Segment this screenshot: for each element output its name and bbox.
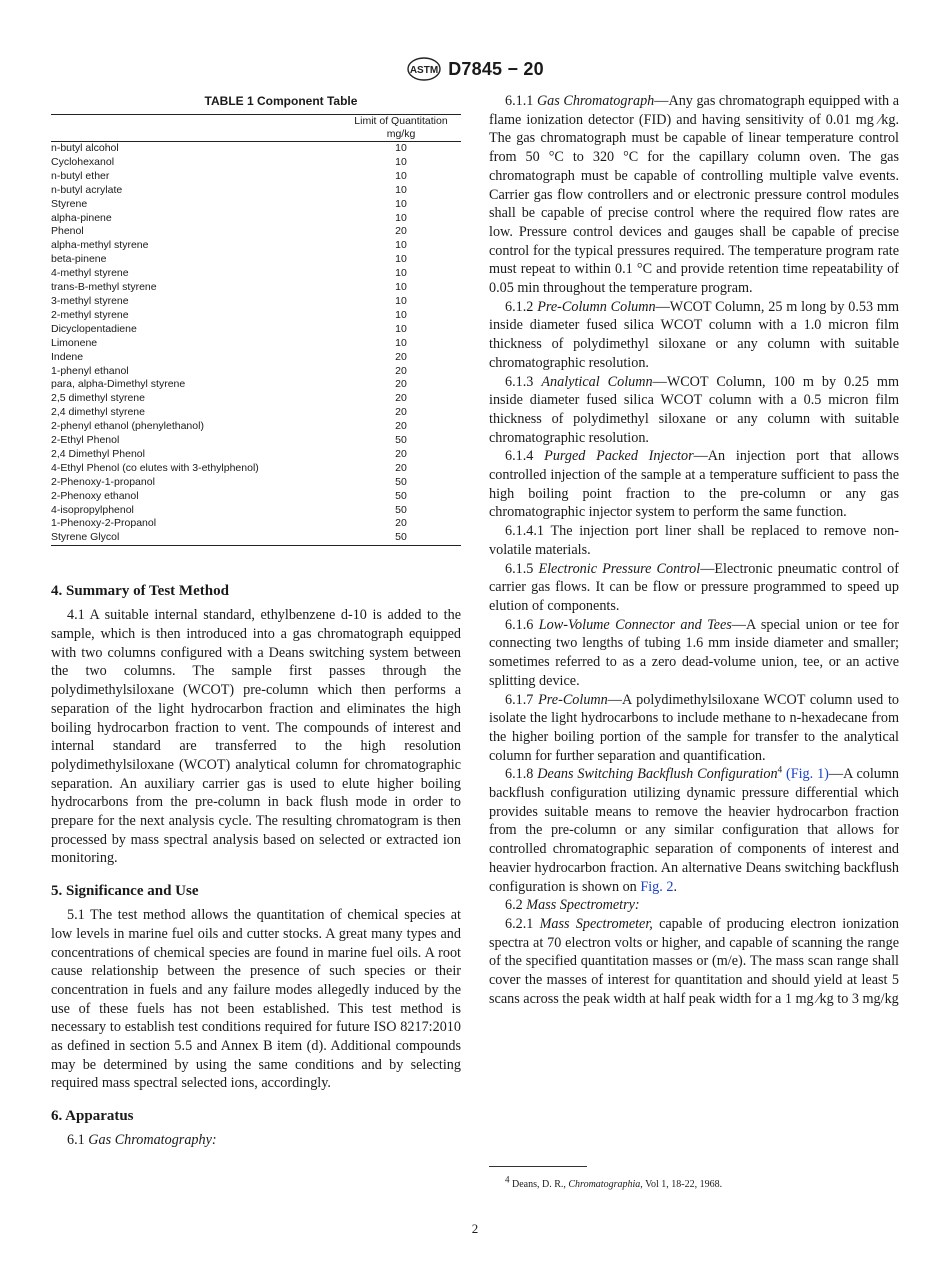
- limit-value: 10: [395, 294, 407, 307]
- footnote-ref-4[interactable]: 4: [777, 764, 783, 775]
- limit-value: 50: [395, 503, 407, 516]
- footnote-rule: [489, 1166, 587, 1167]
- component-name: Phenol: [51, 225, 84, 238]
- page-number: 2: [471, 1221, 479, 1236]
- section-6-heading: 6. Apparatus: [51, 1108, 134, 1125]
- paragraph-6-2: 6.2 Mass Spectrometry:: [505, 897, 640, 914]
- limit-value: 20: [395, 350, 407, 363]
- limit-value: 10: [395, 239, 407, 252]
- limit-value: 20: [395, 225, 407, 238]
- paragraph-6-1-7: 6.1.7 Pre-Column—A polydimethylsiloxane WCOT column used to isolate the light hydrocarbons to include methane to n-hexadecane from the higher boiling portion of the sample for transfer to the analytical column for further separation and quantification.: [489, 691, 899, 764]
- component-name: 2,4 Dimethyl Phenol: [51, 447, 145, 460]
- component-name: Styrene Glycol: [51, 531, 303, 545]
- paragraph-5-1: 5.1 The test method allows the quantitation of chemical species at low levels in marine fuel oils and cutter stocks. A great many types and concentrations of chemical species are found in marine fuel oils. A root cause relationship between the presence of such species or their concentration in fuels and any failure modes allegedly induced by the use of these fuels has not been established. This test method is necessary to establish test conditions required for future ISO 8217:2010 as defined in section 5.5 and Annex B item (d). Additional compounds may be determined by using the same conditions and by selecting required mass spectral selected ions, accordingly.: [51, 907, 461, 1092]
- limit-value: 50: [395, 489, 407, 502]
- table-row: [51, 378, 461, 392]
- table-row: [51, 212, 461, 226]
- limit-value: 10: [395, 197, 407, 210]
- component-name: Cyclohexanol: [51, 155, 115, 168]
- table-row: [51, 351, 461, 365]
- table-row: [51, 517, 461, 531]
- table-row: [51, 462, 461, 476]
- paragraph-6-2-1: 6.2.1 Mass Spectrometer, capable of producing electron ionization spectra at 70 electron volts or higher, and capable of scanning the range of the specified quantitation masses or (m/e). The mass scan range shall cover the masses of interest for quantitation and should yield at least 5 scans across the peak width at half peak width for a 1 mg ⁄kg to 3 mg/kg: [489, 915, 900, 1007]
- component-table: [51, 114, 461, 546]
- limit-value: 10: [395, 183, 407, 196]
- limit-value: 10: [395, 281, 407, 294]
- paragraph-6-1: 6.1 Gas Chromatography:: [67, 1132, 217, 1149]
- component-name: beta-pinene: [51, 253, 107, 266]
- component-table-body: [51, 142, 461, 546]
- limit-value: 20: [395, 406, 407, 419]
- table-row: [51, 295, 461, 309]
- limit-value: 10: [395, 322, 407, 335]
- component-name: 2-phenyl ethanol (phenylethanol): [51, 420, 204, 433]
- component-name: n-butyl alcohol: [51, 142, 119, 154]
- paragraph-4-1: 4.1 A suitable internal standard, ethylbenzene d-10 is added to the sample, which is then introduced into a gas chromatograph equipped with two columns configured with a Deans switching system between the two columns. The sample first passes through the polydimethylsiloxane (WCOT) pre-column which then performs a separation of the light hydrocarbon fraction and eliminates the high boiling hydrocarbon fraction to vent. The compounds of interest and internal standard are transferred to the high resolution polydimethylsiloxane (WCOT) analytical column for chromatographic separation. An auxiliary carrier gas is used to elute higher boiling hydrocarbons from the pre-column in back flush mode in order to prepare for the next analysis cycle. The resulting chromatogram is then processed by mass spectral analysis based on selected or extracted ion monitoring.: [51, 607, 461, 867]
- footnote-4: $^4$ Deans, D. R., Chromatographia, Vol 1, 18-22, 1968.: [505, 1174, 723, 1190]
- component-name: Styrene: [51, 197, 88, 210]
- svg-text:ASTM: ASTM: [410, 65, 439, 76]
- limit-value: 10: [395, 336, 407, 349]
- component-name: alpha-pinene: [51, 211, 112, 224]
- limit-value: 20: [395, 447, 407, 460]
- component-name: trans-B-methyl styrene: [51, 281, 157, 294]
- section-4-heading: 4. Summary of Test Method: [51, 583, 229, 600]
- paragraph-6-1-3: 6.1.3 Analytical Column—WCOT Column, 100 m by 0.25 mm inside diameter fused silica WCOT column with a 0.5 micron film thickness of polydimethyl siloxane or any column with suitable chromatographic resolution.: [489, 373, 899, 446]
- limit-value: 20: [395, 461, 407, 474]
- table-row: [51, 434, 461, 448]
- limit-value: 10: [395, 308, 407, 321]
- table-row: [51, 184, 461, 198]
- component-name: Dicyclopentadiene: [51, 322, 137, 335]
- paragraph-6-1-2: 6.1.2 Pre-Column Column—WCOT Column, 25 m long by 0.53 mm inside diameter fused silica WCOT column with a 1.0 micron film thickness of polydimethyl siloxane or any column with suitable chromatographic resolution.: [489, 298, 900, 371]
- component-name: 1-Phenoxy-2-Propanol: [51, 517, 157, 530]
- limit-value: 20: [395, 517, 407, 530]
- limit-value: 20: [395, 378, 407, 391]
- component-name: 2,5 dimethyl styrene: [51, 392, 145, 405]
- astm-logo-icon: [406, 57, 442, 81]
- component-name: n-butyl acrylate: [51, 183, 123, 196]
- component-name: 2,4 dimethyl styrene: [51, 406, 145, 419]
- section-5-heading: 5. Significance and Use: [51, 883, 199, 900]
- table-row: [51, 476, 461, 490]
- component-name: 2-Phenoxy-1-propanol: [51, 475, 155, 488]
- limit-value: 50: [303, 531, 461, 545]
- limit-value: 10: [395, 155, 407, 168]
- limit-value: 10: [395, 169, 407, 182]
- component-name: 3-methyl styrene: [51, 294, 129, 307]
- component-name: 4-Ethyl Phenol (co elutes with 3-ethylphenol): [51, 461, 259, 474]
- paragraph-6-1-4-1: 6.1.4.1 The injection port liner shall be replaced to remove non-volatile materials.: [489, 523, 899, 558]
- paragraph-6-1-5: 6.1.5 Electronic Pressure Control—Electronic pneumatic control of carrier gas flows. It can be flow or pressure programmed to speed up elution of components.: [489, 560, 899, 614]
- table-row: [51, 365, 461, 379]
- fig-2-link[interactable]: Fig. 2: [640, 878, 674, 895]
- limit-value: 10: [395, 253, 407, 266]
- table-row: [51, 490, 461, 504]
- table-row: [51, 448, 461, 462]
- table-row: [51, 323, 461, 337]
- table-row: [51, 420, 461, 434]
- component-name: 4-methyl styrene: [51, 267, 129, 280]
- table-row: [51, 337, 461, 351]
- paragraph-6-1-6: 6.1.6 Low-Volume Connector and Tees—A special union or tee for connecting two lengths of tubing 1.6 mm inside diameter and smaller; sometimes referred to as a zero dead-volume union, tee, or an active splitting device.: [489, 616, 899, 689]
- limit-value: 50: [395, 475, 407, 488]
- standard-designation: D7845 − 20: [448, 58, 544, 79]
- table-row: [51, 198, 461, 212]
- table-row: [51, 531, 461, 545]
- table-row: [51, 406, 461, 420]
- component-name: 2-methyl styrene: [51, 308, 129, 321]
- limit-value: 20: [395, 364, 407, 377]
- component-name: alpha-methyl styrene: [51, 239, 149, 252]
- table-row: [51, 239, 461, 253]
- component-name: Indene: [51, 350, 84, 363]
- table-row: [51, 392, 461, 406]
- component-name: 1-phenyl ethanol: [51, 364, 129, 377]
- component-name: 2-Phenoxy ethanol: [51, 489, 139, 502]
- table-row: [51, 309, 461, 323]
- limit-value: 10: [395, 211, 407, 224]
- limit-value: 10: [395, 267, 407, 280]
- page-header: [0, 56, 950, 82]
- paragraph-6-1-4: 6.1.4 Purged Packed Injector—An injection port that allows controlled injection of the sample at a temperature sufficient to pass the high boiling point fraction to the pre-column or any gas chromatographic injector system to perform the same function.: [489, 448, 900, 521]
- paragraph-6-1-1: 6.1.1 Gas Chromatograph—Any gas chromatograph equipped with a flame ionization detector (FID) and having sensitivity of 0.01 mg ⁄kg. The gas chromatograph must be capable of linear temperature control from 50 °C to 320 °C for the capillary column oven. The gas chromatograph must be capable of controlling multiple valve events. Carrier gas flow controllers and or electronic pressure control modules shall be capable of precise control where the required flow rates are low. Pressure control devices and gauges shall be capable of precise control for the typical pressures required. The temperature program rate must repeat to within 0.1 °C and provide retention time repeatability of 0.05 min throughout the temperature program.: [489, 93, 899, 297]
- table-row: [51, 225, 461, 239]
- table-row: [51, 281, 461, 295]
- component-name: 4-isopropylphenol: [51, 503, 134, 516]
- fig-1-link[interactable]: (Fig. 1): [785, 766, 829, 783]
- table-title: TABLE 1 Component Table: [204, 94, 358, 108]
- table-row: [51, 156, 461, 170]
- column-header-limit: Limit of Quantitation mg/kg: [354, 115, 448, 140]
- right-column: [489, 92, 899, 1008]
- component-name: 2-Ethyl Phenol: [51, 434, 120, 447]
- limit-value: 20: [395, 420, 407, 433]
- table-row: [51, 253, 461, 267]
- table-row: [51, 504, 461, 518]
- component-name: Limonene: [51, 336, 98, 349]
- limit-value: 20: [395, 392, 407, 405]
- paragraph-6-1-8: 6.1.8 Deans Switching Backflush Configuration$^4$ (Fig. 1)—A column backflush configuration utilizing dynamic pressure differential which provides suitable means to remove the heavier hydrocarbon fraction from the pre-column or any similar configuration that allows for controlled chromatographic separation of components of interest and heavier hydrocarbon fraction. An alternative Deans switching backflush configuration is shown on Fig. 2.: [489, 764, 899, 895]
- table-row: [51, 142, 461, 156]
- table-row: [51, 267, 461, 281]
- left-column: [51, 92, 461, 1150]
- component-name: n-butyl ether: [51, 169, 110, 182]
- limit-value: 50: [395, 434, 407, 447]
- component-name: para, alpha-Dimethyl styrene: [51, 378, 186, 391]
- table-row: [51, 170, 461, 184]
- limit-value: 10: [395, 142, 407, 154]
